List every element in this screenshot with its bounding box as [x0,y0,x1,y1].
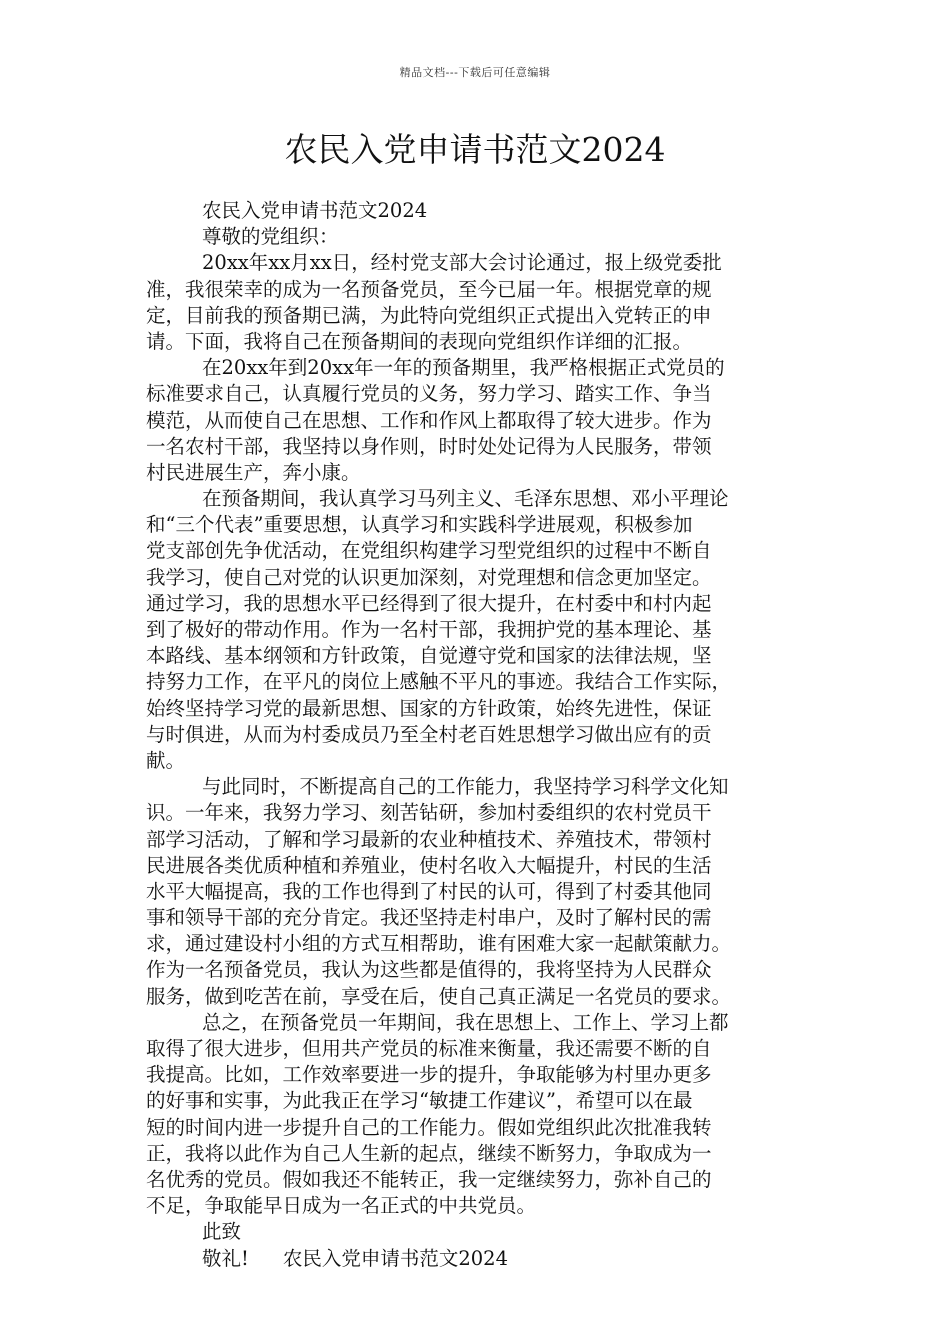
letter-subtitle: 农民入党申请书范文2024 [202,199,428,222]
paragraph-line: 一名农村干部，我坚持以身作则，时时处处记得为人民服务，带领 [146,434,712,458]
paragraph-line: 我提高。比如，工作效率要进一步的提升，争取能够为村里办更多 [146,1063,712,1087]
paragraph-list [146,250,826,1219]
paragraph-line: 短的时间内进一步提升自己的工作能力。假如党组织此次批准我转 [146,1115,712,1139]
paragraph-line: 作为一名预备党员，我认为这些都是值得的，我将坚持为人民群众 [146,958,712,982]
paragraph-line: 的好事和实事，为此我正在学习“敏捷工作建议”，希望可以在最 [146,1089,693,1113]
paragraph-line: 党支部创先争优活动，在党组织构建学习型党组织的过程中不断自 [146,539,712,563]
paragraph-line: 我学习，使自己对党的认识更加深刻，对党理想和信念更加坚定。 [146,565,712,589]
paragraph-line: 取得了很大进步，但用共产党员的标准来衡量，我还需要不断的自 [146,1037,712,1060]
page-title: 农民入党申请书范文2024 [284,130,666,169]
paragraph-line: 通过学习，我的思想水平已经得到了很大提升，在村委中和村内起 [146,591,712,615]
paragraph-line: 在预备期间，我认真学习马列主义、毛泽东思想、邓小平理论 [202,487,729,511]
paragraph-line: 和“三个代表”重要思想，认真学习和实践科学进展观，积极参加 [146,513,693,537]
paragraph [146,774,826,1010]
paragraph-line: 村民进展生产，奔小康。 [146,460,361,484]
paragraph-line: 部学习活动，了解和学习最新的农业种植技术、养殖技术，带领村 [146,827,712,851]
salutation: 尊敬的党组织： [202,225,339,249]
paragraph-line: 水平大幅提高，我的工作也得到了村民的认可，得到了村委其他同 [146,879,712,903]
paragraph-line: 识。一年来，我努力学习、刻苦钻研，参加村委组织的农村党员干 [146,801,712,825]
paragraph-line: 正，我将以此作为自己人生新的起点，继续不断努力，争取成为一 [146,1141,712,1165]
closing-salute [146,1246,826,1272]
paragraph-line: 本路线、基本纲领和方针政策，自觉遵守党和国家的法律法规，坚 [146,644,712,668]
paragraph-line: 定，目前我的预备期已满，为此特向党组织正式提出入党转正的申 [146,303,712,327]
paragraph-line: 求，通过建设村小组的方式互相帮助，谁有困难大家一起献策献力。 [146,932,732,956]
paragraph-line: 不足，争取能早日成为一名正式的中共党员。 [146,1194,537,1218]
header-note: 精品文档---下载后可任意编辑 [399,66,551,79]
paragraph-line: 在20xx年到20xx年一年的预备期里，我严格根据正式党员的 [202,356,725,380]
paragraph-line: 标准要求自己，认真履行党员的义务，努力学习、踏实工作、争当 [146,382,712,406]
letter-body [146,198,826,1272]
paragraph [146,355,826,486]
paragraph [146,486,826,774]
paragraph-line: 始终坚持学习党的最新思想、国家的方针政策，始终先进性，保证 [146,696,712,720]
paragraph [146,1010,826,1220]
paragraph-line: 到了极好的带动作用。作为一名村干部，我拥护党的基本理论、基 [146,618,712,641]
closing-salute-text: 敬礼! [202,1246,249,1270]
paragraph-line: 民进展各类优质种植和养殖业，使村名收入大幅提升，村民的生活 [146,853,712,877]
paragraph-line: 献。 [146,748,186,772]
paragraph [146,250,826,355]
closing-regards: 此致 [202,1220,242,1244]
paragraph-line: 事和领导干部的充分肯定。我还坚持走村串户，及时了解村民的需 [146,906,712,930]
paragraph-line: 与时俱进，从而为村委成员乃至全村老百姓思想学习做出应有的贡 [146,722,712,746]
paragraph-line: 名优秀的党员。假如我还不能转正，我一定继续努力，弥补自己的 [146,1167,712,1191]
paragraph-line: 模范，从而使自己在思想、工作和作风上都取得了较大进步。作为 [146,408,712,432]
paragraph-line: 与此同时，不断提高自己的工作能力，我坚持学习科学文化知 [202,775,729,799]
paragraph-line: 请。下面，我将自己在预备期间的表现向党组织作详细的汇报。 [146,329,693,353]
paragraph-line: 持努力工作，在平凡的岗位上感触不平凡的事迹。我结合工作实际， [146,670,732,694]
paragraph-line: 总之，在预备党员一年期间，我在思想上、工作上、学习上都 [202,1010,729,1034]
paragraph-line: 20xx年xx月xx日，经村党支部大会讨论通过，报上级党委批 [202,251,722,275]
paragraph-line: 准，我很荣幸的成为一名预备党员，至今已届一年。根据党章的规 [146,277,712,301]
paragraph-line: 服务，做到吃苦在前，享受在后，使自己真正满足一名党员的要求。 [146,984,732,1008]
closing-trailer-text: 农民入党申请书范文2024 [282,1246,508,1270]
